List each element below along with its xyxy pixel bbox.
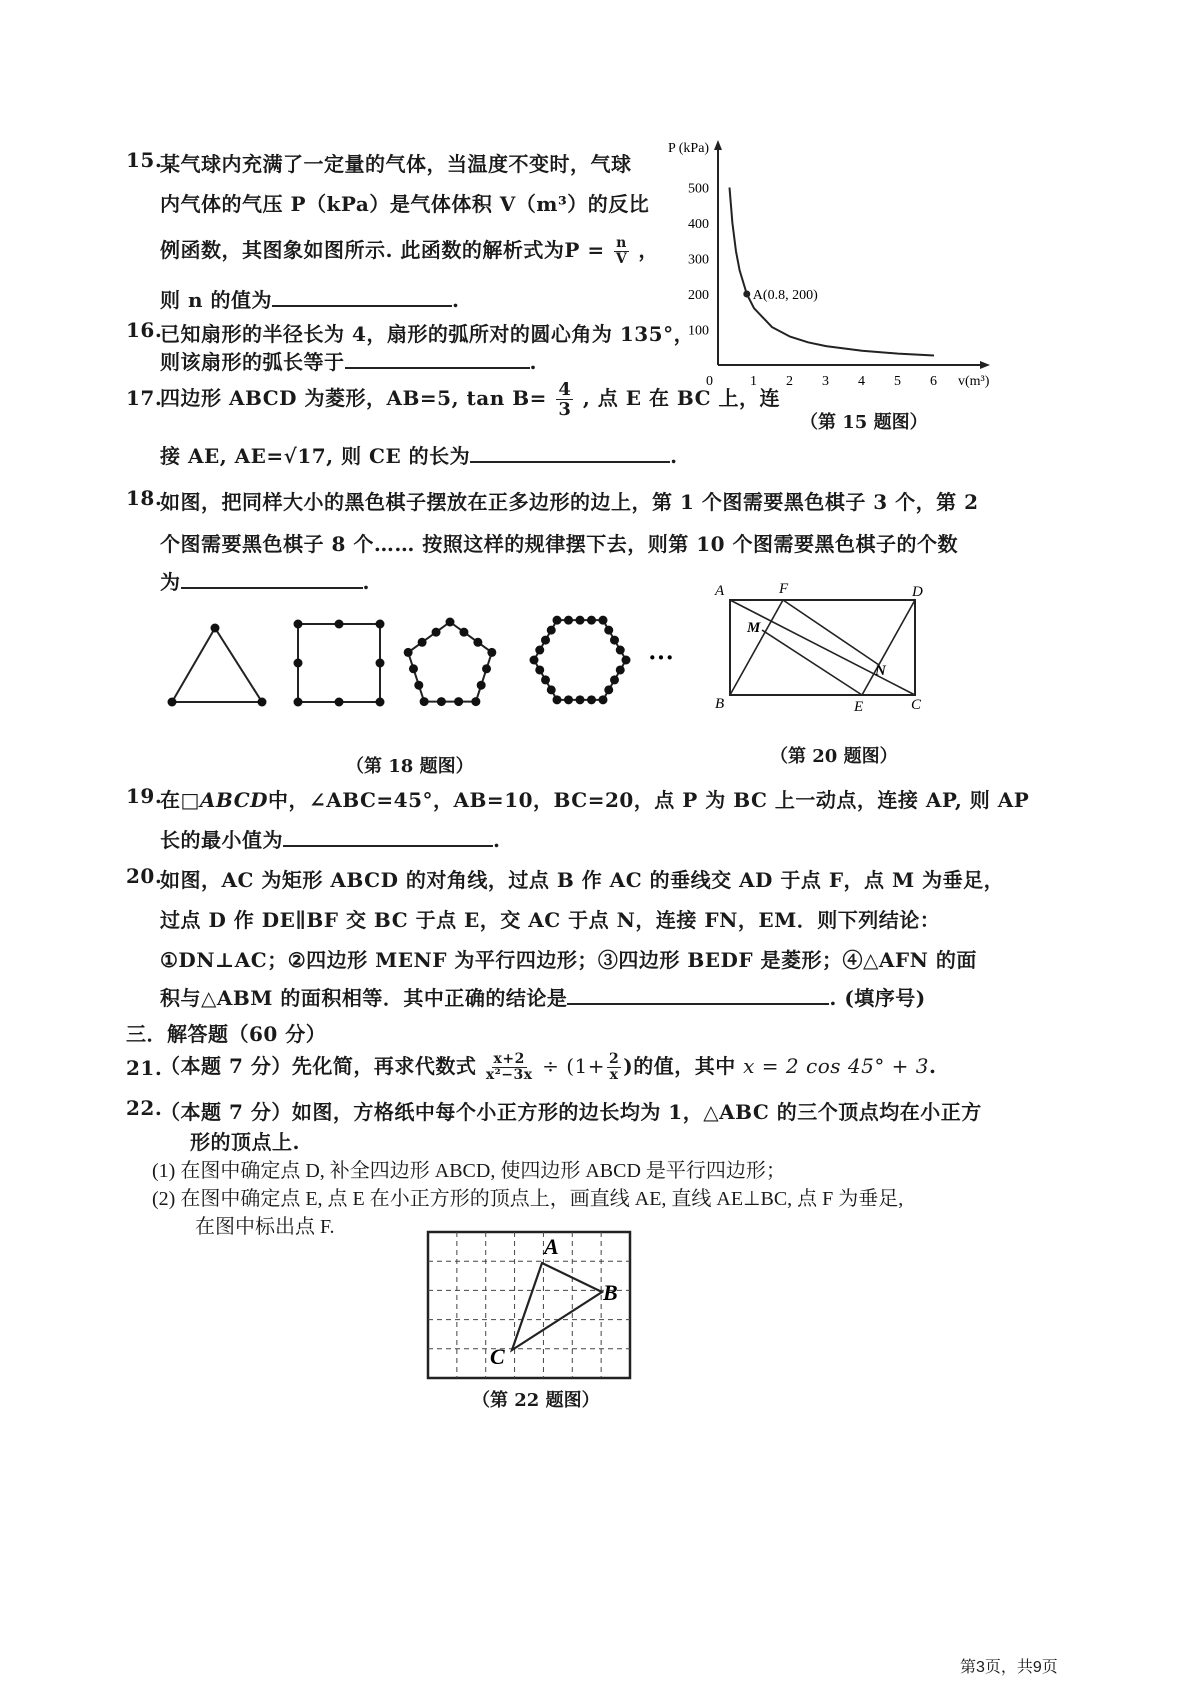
fig18-figure <box>160 610 700 720</box>
q22-line1: （本题 7 分）如图，方格纸中每个小正方形的边长均为 1，△ABC 的三个顶点均在小正方 <box>160 1100 982 1124</box>
q20-line4 <box>160 982 926 1011</box>
fig20-label-b: B <box>715 696 725 712</box>
fig18-hexagon <box>530 616 631 705</box>
fig15-y-tick-400: 400 <box>688 217 709 232</box>
fig18-square <box>294 620 385 707</box>
fig15-x-tick-6: 6 <box>930 374 937 389</box>
q22-sub1: (1) 在图中确定点 D, 补全四边形 ABCD, 使四边形 ABCD 是平行四边形； <box>152 1160 786 1182</box>
q18-number: 18. <box>126 486 163 510</box>
q21-frac2-denominator: x <box>609 1067 619 1083</box>
fig20-label-n: N <box>875 663 886 679</box>
fig20-diagonal-ac <box>730 600 915 695</box>
q19-answer-blank <box>283 825 493 847</box>
q21-fraction-1 <box>486 1052 533 1083</box>
fig20-label-m: M <box>747 620 761 636</box>
q22-sub2a: (2) 在图中确定点 E, 点 E 在小正方形的顶点上，画直线 AE, 直线 AE⊥BC, 点 F 为垂足, <box>152 1188 904 1210</box>
fig18-pentagon <box>404 618 497 707</box>
fig15-x-arrow <box>980 361 990 369</box>
q18-period: . <box>362 570 370 594</box>
q17-period: . <box>670 444 678 468</box>
q19-period: . <box>493 828 501 852</box>
q17-number: 17. <box>126 386 163 410</box>
fig15-y-tick-300: 300 <box>688 252 709 268</box>
q19-line2 <box>160 824 500 853</box>
q21-frac1-numerator: x+2 <box>493 1051 525 1067</box>
q19-number: 19. <box>126 784 163 808</box>
fig20-label-c: C <box>911 697 922 713</box>
fig18-triangle <box>168 624 267 707</box>
q22-line2: 形的顶点上. <box>190 1130 300 1154</box>
q15-frac-numerator: n <box>616 235 627 251</box>
fig18-ellipsis: ··· <box>648 643 675 672</box>
q15-fraction <box>614 236 629 267</box>
q20-line2: 过点 D 作 DE∥BF 交 BC 于点 E，交 AC 于点 N，连接 FN，EM．则下列结论： <box>160 908 941 932</box>
q18-line3 <box>160 566 370 595</box>
fig15-ticks <box>688 182 937 390</box>
q21-line <box>160 1050 936 1083</box>
q21-frac1-denominator: x²−3x <box>485 1067 533 1083</box>
fig22-grid-lines <box>428 1232 630 1378</box>
q20-line3: ①DN⊥AC；②四边形 MENF 为平行四边形；③四边形 BEDF 是菱形；④△AFN 的面 <box>160 948 977 972</box>
q22-sub2b: 在图中标出点 F. <box>195 1216 335 1238</box>
section3-title: 三．解答题（60 分） <box>126 1022 327 1046</box>
fig22-triangle-abc <box>512 1263 602 1350</box>
q19-line1-start: 在 <box>160 788 181 812</box>
fig15-caption: （第 15 题图） <box>800 412 928 433</box>
q20-suffix: . (填序号) <box>829 986 926 1010</box>
fig15-y-axis-label: P (kPa) <box>668 141 710 156</box>
q15-line3 <box>160 234 659 267</box>
q17-frac-denominator: 3 <box>558 399 572 420</box>
q16-line2 <box>160 346 537 375</box>
fig15-x-tick-4: 4 <box>858 374 865 389</box>
q15-prompt: 则 n 的值为 <box>160 288 272 312</box>
q17-line2 <box>160 440 678 469</box>
fig15-y-arrow <box>714 140 722 150</box>
q15-period: . <box>451 288 460 312</box>
q18-line1: 如图，把同样大小的黑色棋子摆放在正多边形的边上，第 1 个图需要黑色棋子 3 个，第 2 <box>160 490 979 514</box>
fig15-y-tick-200: 200 <box>688 288 709 303</box>
fig15-x-tick-5: 5 <box>894 374 901 389</box>
q15-line1: 某气球内充满了一定量的气体，当温度不变时，气球 <box>160 152 632 176</box>
q18-prompt: 为 <box>160 570 181 594</box>
q21-text-d: . <box>929 1054 937 1078</box>
q16-number: 16. <box>126 318 163 342</box>
q19-prompt: 长的最小值为 <box>160 828 283 852</box>
fig20-caption: （第 20 题图） <box>770 746 898 767</box>
q15-line2: 内气体的气压 P（kPa）是气体体积 V（m³）的反比 <box>160 192 650 216</box>
q21-fraction-2 <box>607 1052 621 1083</box>
q15-number: 15. <box>126 148 163 172</box>
fig22-label-c: C <box>490 1344 505 1369</box>
fig15-chart <box>668 130 1010 400</box>
q18-line2: 个图需要黑色棋子 8 个…… 按照这样的规律摆下去，则第 10 个图需要黑色棋子的个数 <box>160 532 959 556</box>
fig20-label-f: F <box>779 581 789 597</box>
q17-prompt: 接 AE, AE=√17, 则 CE 的长为 <box>160 444 471 468</box>
fig15-y-tick-100: 100 <box>688 323 709 339</box>
q22-number: 22. <box>126 1096 163 1120</box>
fig15-x-tick-0: 0 <box>706 374 713 389</box>
q17-line1-text: 四边形 ABCD 为菱形，AB=5, tan B= <box>160 386 547 410</box>
q20-answer-blank <box>567 983 829 1005</box>
fig15-x-axis-label: v(m³) <box>958 374 990 389</box>
q20-number: 20. <box>126 864 163 888</box>
q19-line1-rest: 中，∠ABC=45°，AB=10，BC=20，点 P 为 BC 上一动点，连接 AP, 则 AP <box>267 788 1030 812</box>
q21-expression: x = 2 cos 45° + 3 <box>743 1054 930 1078</box>
q21-text-b: ÷ (1+ <box>542 1054 605 1078</box>
q16-prompt: 则该扇形的弧长等于 <box>160 350 345 374</box>
fig20-figure <box>705 575 945 725</box>
fig22-grid-border <box>428 1232 630 1378</box>
q17-fraction <box>556 380 573 419</box>
q21-text-c: )的值，其中 <box>623 1054 736 1078</box>
fig15-x-tick-2: 2 <box>786 374 793 389</box>
fig15-x-tick-3: 3 <box>822 374 829 389</box>
q20-line1: 如图，AC 为矩形 ABCD 的对角线，过点 B 作 AC 的垂线交 AD 于点 F，点 M 为垂足， <box>160 868 1005 892</box>
page-number: 第3页，共9页 <box>960 1659 1058 1676</box>
fig20-line-em <box>762 630 862 695</box>
q15-answer-blank <box>272 285 452 307</box>
q16-period: . <box>529 350 537 374</box>
fig22-label-a: A <box>544 1234 559 1259</box>
q17-answer-blank <box>470 441 670 463</box>
fig20-line-fn <box>783 600 879 665</box>
fig22-grid-figure <box>420 1226 640 1386</box>
fig15-x-tick-1: 1 <box>750 374 757 389</box>
q15-frac-denominator: V <box>615 251 628 267</box>
q20-prompt: 积与△ABM 的面积相等．其中正确的结论是 <box>160 986 568 1010</box>
fig22-label-b: B <box>603 1280 618 1305</box>
q15-line3-text: 例函数，其图象如图所示. 此函数的解析式为P = <box>160 238 605 262</box>
q15-line4 <box>160 284 459 313</box>
fig15-point-a <box>743 291 750 298</box>
q18-answer-blank <box>181 567 363 589</box>
fig20-label-d: D <box>912 584 923 600</box>
q21-frac2-numerator: 2 <box>608 1051 620 1067</box>
fig18-caption: （第 18 题图） <box>346 756 474 777</box>
q19-line1 <box>160 784 1029 813</box>
fig15-curve <box>730 188 935 356</box>
fig20-label-e: E <box>854 699 864 715</box>
q21-number: 21. <box>126 1056 163 1080</box>
q17-frac-numerator: 4 <box>558 379 572 400</box>
fig22-caption: （第 22 题图） <box>472 1390 600 1411</box>
q17-line1-end: , 点 E 在 BC 上，连 <box>582 386 781 410</box>
fig15-point-label: A(0.8, 200) <box>752 288 818 303</box>
fig20-label-a: A <box>715 583 725 599</box>
q21-text-a: （本题 7 分）先化简，再求代数式 <box>160 1054 477 1078</box>
fig15-y-tick-500: 500 <box>688 181 709 197</box>
q16-answer-blank <box>345 347 530 369</box>
q16-line1: 已知扇形的半径长为 4，扇形的弧所对的圆心角为 135°， <box>160 322 695 346</box>
q15-line3-end: ， <box>638 238 659 262</box>
q19-parallelogram: □ABCD <box>180 788 268 812</box>
